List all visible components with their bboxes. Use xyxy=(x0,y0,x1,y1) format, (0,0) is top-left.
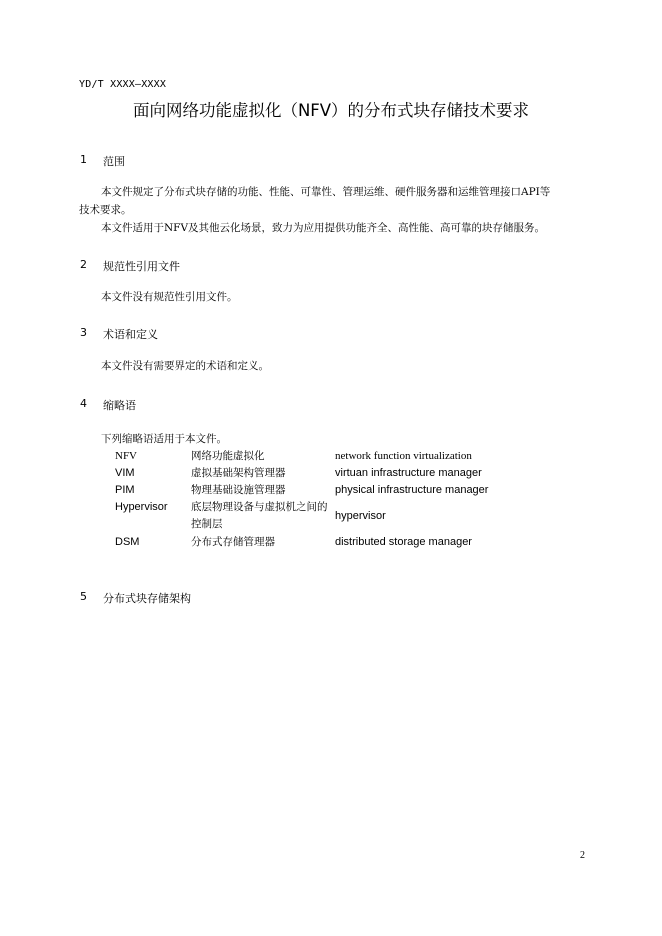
section-5-number: 5 xyxy=(80,590,87,603)
abbreviation-chinese: 分布式存储管理器 xyxy=(191,536,275,548)
section-1-title: 范围 xyxy=(103,155,125,168)
document-title: 面向网络功能虚拟化（NFV）的分布式块存储技术要求 xyxy=(132,101,530,120)
abbreviation-english: virtuan infrastructure manager xyxy=(335,467,482,479)
section-5-title: 分布式块存储架构 xyxy=(103,592,191,605)
section-3-number: 3 xyxy=(80,326,87,339)
abbreviation-english: distributed storage manager xyxy=(335,536,472,548)
abbreviation-term: VIM xyxy=(115,467,135,479)
page-number: 2 xyxy=(580,850,585,861)
document-code: YD/T XXXX—XXXX xyxy=(79,79,167,90)
section-4-paragraph-1: 下列缩略语适用于本文件。 xyxy=(101,433,227,445)
section-3-paragraph-1: 本文件没有需要界定的术语和定义。 xyxy=(101,360,269,372)
section-1-paragraph-1: 本文件规定了分布式块存储的功能、性能、可靠性、管理运维、硬件服务器和运维管理接口API等 xyxy=(101,186,551,198)
abbreviation-english: physical infrastructure manager xyxy=(335,484,489,496)
abbreviation-chinese: 底层物理设备与虚拟机之间的控制层 xyxy=(191,501,328,530)
section-2-paragraph-1: 本文件没有规范性引用文件。 xyxy=(101,291,238,303)
abbreviation-term: PIM xyxy=(115,484,135,496)
abbreviation-english: hypervisor xyxy=(335,510,386,522)
section-4-title: 缩略语 xyxy=(103,399,136,412)
abbreviation-term: NFV xyxy=(115,450,138,462)
abbreviation-english: network function virtualization xyxy=(335,450,472,462)
abbreviation-chinese: 虚拟基础架构管理器 xyxy=(191,467,286,479)
abbreviation-chinese: 网络功能虚拟化 xyxy=(191,450,265,462)
section-4-number: 4 xyxy=(80,397,87,410)
section-2-title: 规范性引用文件 xyxy=(103,260,180,273)
section-1-paragraph-1-wrap: 技术要求。 xyxy=(79,204,132,216)
section-1-number: 1 xyxy=(80,153,87,166)
section-1-paragraph-2: 本文件适用于NFV及其他云化场景，致力为应用提供功能齐全、高性能、高可靠的块存储服务。 xyxy=(101,222,546,234)
abbreviation-term: Hypervisor xyxy=(115,501,168,513)
abbreviation-chinese: 物理基础设施管理器 xyxy=(191,484,286,496)
section-2-number: 2 xyxy=(80,258,87,271)
abbreviation-term: DSM xyxy=(115,536,140,548)
section-3-title: 术语和定义 xyxy=(103,328,158,341)
